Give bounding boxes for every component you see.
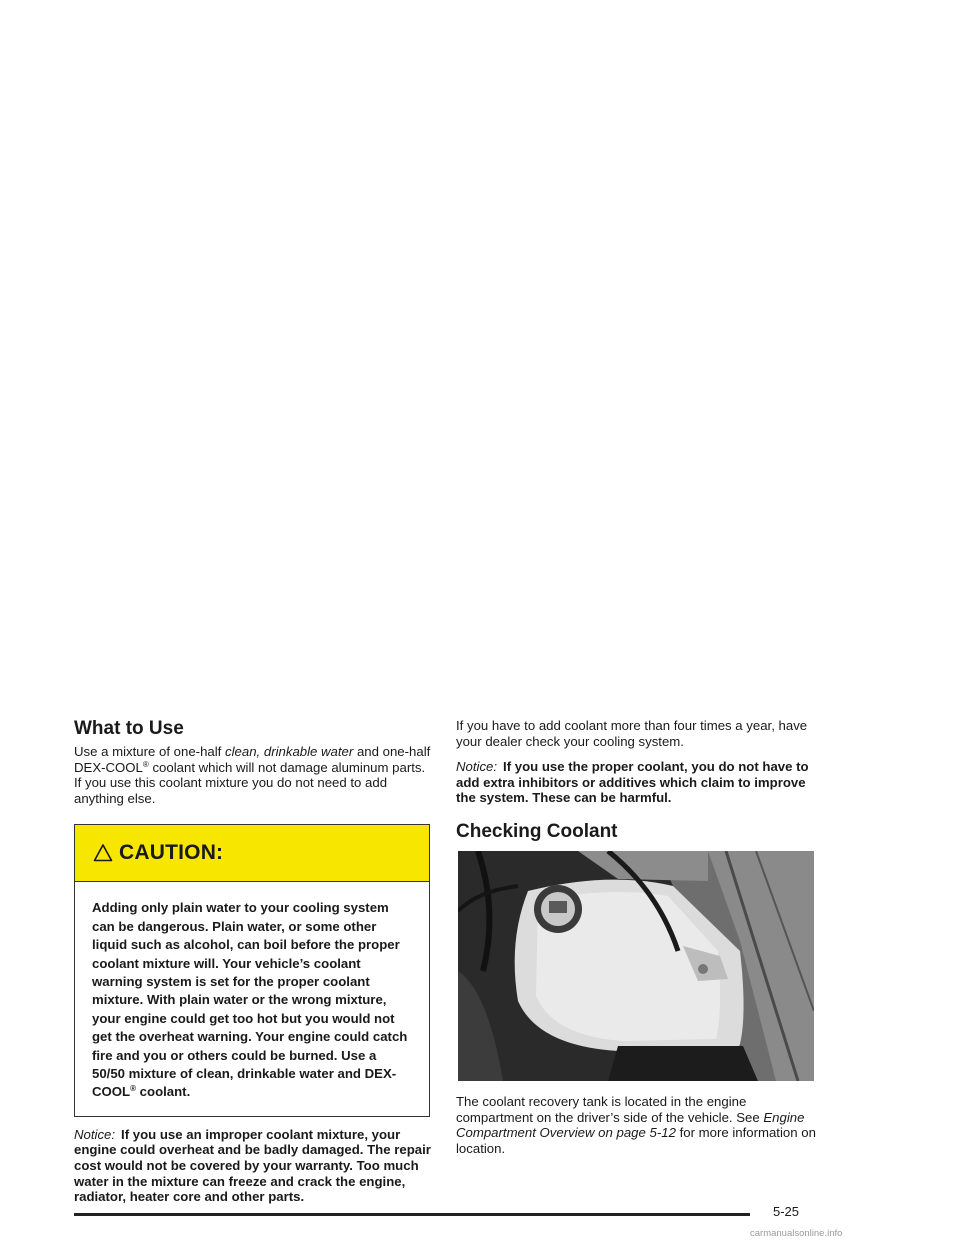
page-number: 5-25 <box>773 1204 800 1219</box>
notice-proper-coolant: Notice: If you use the proper coolant, you do not have to add extra inhibitors or additives which claim to improve the system. These can be harmful. <box>456 759 809 806</box>
caution-text: Adding only plain water to your cooling system can be dangerous. Plain water, or some other liquid such as alcohol, can boil before the proper coolant mixture will. Your vehicle’s coolant warning system is set for the proper coolant mixture. With plain water or the wrong mixture, your engine could get too hot but you would not get the overheat warning. Your engine could catch fire and you or others could be burned. Use a 50/50 mixture of clean, drinkable water and DEX-COOL® coolant. <box>92 900 408 1100</box>
caution-box <box>74 824 430 1116</box>
clean-water-emphasis: clean, drinkable water <box>225 744 354 759</box>
notice-label: Notice: <box>74 1126 116 1142</box>
photo-caption: The coolant recovery tank is located in the engine compartment on the driver’s side of the vehicle. See Engine Compartment Overview on page 5-12 for more information on location. <box>456 1093 816 1156</box>
notice-label: Notice: <box>456 759 498 775</box>
warning-triangle-icon <box>93 843 113 863</box>
intro-paragraph: Use a mixture of one-half clean, drinkable water and one-half DEX-COOL® coolant which will not damage aluminum parts. If you use this coolant mixture you do not need to add anything else. <box>74 744 431 806</box>
coolant-tank-photo <box>458 851 814 1081</box>
engine-compartment-reference: Engine Compartment Overview on page 5-12 <box>456 1109 805 1141</box>
caution-title: CAUTION: <box>119 841 224 865</box>
dealer-check-paragraph: If you have to add coolant more than four times a year, have your dealer check your cooling system. <box>456 718 808 749</box>
caution-header <box>75 825 429 882</box>
section-heading-what-to-use: What to Use <box>74 718 184 739</box>
footer-rule <box>74 1213 750 1216</box>
right-column <box>456 718 818 1156</box>
watermark: carmanualsonline.info <box>750 1228 843 1239</box>
section-heading-checking-coolant: Checking Coolant <box>456 820 618 842</box>
notice-improper-coolant: Notice: If you use an improper coolant mixture, your engine could overheat and be badly damaged. The repair cost would not be covered by your warranty. Too much water in the mixture can freeze and crack the engine, radiator, heater core and other parts. <box>74 1126 431 1205</box>
left-column <box>74 718 434 1205</box>
